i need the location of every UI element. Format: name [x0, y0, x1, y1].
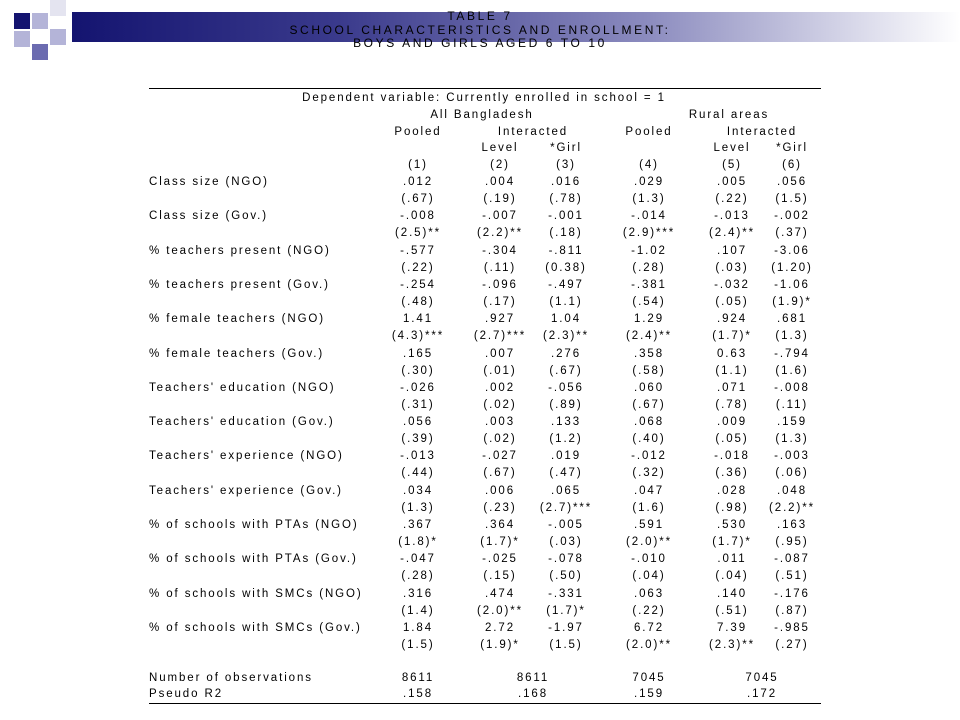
coefficient-value: .591: [634, 519, 664, 531]
coefficient-value: .012: [403, 176, 433, 188]
t-statistic-value: (1.9)*: [480, 638, 520, 651]
group-header-rural-areas: Rural areas: [688, 109, 770, 121]
coefficient-value: -.056: [548, 381, 584, 394]
t-statistic-value: (.44): [401, 467, 435, 480]
observations-value: 8611: [516, 672, 550, 684]
t-statistic-value: (.28): [401, 570, 435, 583]
observations-value: 8611: [401, 672, 435, 684]
coefficient-value: -.985: [774, 621, 810, 634]
coefficient-value: .063: [634, 587, 664, 600]
coefficient-value: .048: [777, 484, 807, 497]
t-statistic-value: (.04): [715, 570, 749, 583]
t-statistic-value: (.47): [549, 467, 583, 480]
row-label: Teachers' experience (NGO): [149, 450, 344, 463]
t-statistic-value: (.58): [632, 364, 666, 377]
t-statistic-value: (.51): [775, 570, 809, 583]
t-statistic-value: (.67): [632, 398, 666, 411]
coefficient-value: .071: [717, 381, 747, 394]
coefficient-value: -.013: [714, 210, 750, 223]
coefficient-value: .060: [634, 381, 664, 394]
t-statistic-value: (.28): [632, 261, 666, 274]
t-statistic-value: (.11): [775, 398, 809, 411]
t-statistic-value: (.15): [483, 570, 517, 583]
column-header-level: Level: [713, 142, 751, 154]
t-statistic-value: (.04): [632, 570, 666, 583]
column-number: (4): [639, 159, 659, 171]
t-statistic-value: (.48): [401, 295, 435, 308]
coefficient-value: -.176: [774, 587, 810, 600]
coefficient-value: -.381: [631, 278, 667, 291]
t-statistic-value: (2.5)**: [395, 227, 441, 240]
t-statistic-value: (1.6): [632, 501, 666, 514]
t-statistic-value: (.51): [715, 604, 749, 617]
coefficient-value: 2.72: [485, 621, 515, 634]
coefficient-value: -.027: [482, 450, 518, 463]
t-statistic-value: (.18): [549, 227, 583, 240]
table-top-rule: [149, 88, 821, 89]
coefficient-value: .133: [551, 416, 581, 429]
t-statistic-value: (1.3): [775, 433, 809, 446]
column-header-girl: *Girl: [550, 142, 582, 154]
t-statistic-value: (2.0)**: [626, 638, 672, 651]
t-statistic-value: (1.1): [715, 364, 749, 377]
t-statistic-value: (1.5): [775, 193, 809, 205]
column-number: (6): [782, 159, 802, 171]
coefficient-value: 1.84: [403, 621, 433, 634]
t-statistic-value: (1.7)*: [712, 536, 752, 548]
observations-value: 7045: [745, 672, 779, 684]
coefficient-value: -.331: [548, 587, 584, 600]
t-statistic-value: (.31): [401, 398, 435, 411]
t-statistic-value: (.95): [775, 536, 809, 548]
row-label: Teachers' education (NGO): [149, 381, 336, 394]
t-statistic-value: (.54): [632, 295, 666, 308]
coefficient-value: -.254: [400, 278, 436, 291]
t-statistic-value: (.87): [775, 604, 809, 617]
t-statistic-value: (.03): [549, 536, 583, 548]
coefficient-value: .163: [777, 519, 807, 531]
t-statistic-value: (2.0)**: [626, 536, 672, 548]
coefficient-value: -.096: [482, 278, 518, 291]
coefficient-value: -.025: [482, 553, 518, 566]
t-statistic-value: (.37): [775, 227, 809, 240]
t-statistic-value: (.30): [401, 364, 435, 377]
t-statistic-value: (1.3): [775, 330, 809, 343]
coefficient-value: .681: [777, 313, 807, 326]
coefficient-value: -.008: [400, 210, 436, 223]
t-statistic-value: (1.1): [549, 295, 583, 308]
t-statistic-value: (0.38): [545, 261, 587, 274]
row-label: % of schools with SMCs (NGO): [149, 587, 363, 600]
coefficient-value: .028: [717, 484, 747, 497]
row-label: Teachers' experience (Gov.): [149, 484, 343, 497]
t-statistic-value: (.01): [483, 364, 517, 377]
coefficient-value: .006: [485, 484, 515, 497]
column-header-pooled: Pooled: [394, 126, 442, 138]
column-number: (1): [408, 159, 428, 171]
t-statistic-value: (1.5): [549, 638, 583, 651]
t-statistic-value: (.17): [483, 295, 517, 308]
coefficient-value: -.026: [400, 381, 436, 394]
t-statistic-value: (.78): [549, 193, 583, 205]
observations-value: 7045: [632, 672, 666, 684]
coefficient-value: -.087: [774, 553, 810, 566]
coefficient-value: -1.97: [548, 621, 584, 634]
t-statistic-value: (1.7)*: [712, 330, 752, 343]
row-label: % of schools with PTAs (NGO): [149, 519, 359, 531]
coefficient-value: .005: [717, 176, 747, 188]
coefficient-value: .029: [634, 176, 664, 188]
coefficient-value: .007: [485, 347, 515, 360]
t-statistic-value: (.22): [401, 261, 435, 274]
t-statistic-value: (.05): [715, 433, 749, 446]
t-statistic-value: (1.3): [401, 501, 435, 514]
t-statistic-value: (.05): [715, 295, 749, 308]
footer-label-observations: Number of observations: [149, 672, 313, 684]
t-statistic-value: (.67): [401, 193, 435, 205]
coefficient-value: -.010: [631, 553, 667, 566]
coefficient-value: .047: [634, 484, 664, 497]
t-statistic-value: (.36): [715, 467, 749, 480]
t-statistic-value: (1.7)*: [480, 536, 520, 548]
coefficient-value: -.014: [631, 210, 667, 223]
coefficient-value: -3.06: [774, 244, 810, 257]
coefficient-value: 0.63: [717, 347, 747, 360]
coefficient-value: .016: [551, 176, 581, 188]
t-statistic-value: (.27): [775, 638, 809, 651]
coefficient-value: .927: [485, 313, 515, 326]
row-label: % teachers present (Gov.): [149, 278, 330, 291]
row-label: % teachers present (NGO): [149, 244, 331, 257]
t-statistic-value: (.22): [632, 604, 666, 617]
t-statistic-value: (2.3)**: [543, 330, 589, 343]
coefficient-value: -.001: [548, 210, 584, 223]
t-statistic-value: (1.2): [549, 433, 583, 446]
t-statistic-value: (.89): [549, 398, 583, 411]
t-statistic-value: (2.9)***: [622, 227, 676, 240]
t-statistic-value: (.02): [483, 398, 517, 411]
coefficient-value: .107: [717, 244, 747, 257]
coefficient-value: .924: [717, 313, 747, 326]
t-statistic-value: (2.3)**: [709, 638, 755, 651]
coefficient-value: .034: [403, 484, 433, 497]
t-statistic-value: (2.2)**: [477, 227, 523, 240]
t-statistic-value: (1.20): [771, 261, 813, 274]
t-statistic-value: (.32): [632, 467, 666, 480]
t-statistic-value: (.19): [483, 193, 517, 205]
coefficient-value: .011: [717, 553, 747, 566]
coefficient-value: .056: [777, 176, 807, 188]
coefficient-value: .056: [403, 416, 433, 429]
table-title: SCHOOL CHARACTERISTICS AND ENROLLMENT:: [289, 23, 671, 37]
t-statistic-value: (.02): [483, 433, 517, 446]
coefficient-value: .019: [551, 450, 581, 463]
column-number: (3): [556, 159, 576, 171]
row-label: Class size (NGO): [149, 176, 269, 188]
column-number: (2): [490, 159, 510, 171]
table-bottom-rule: [149, 703, 821, 704]
dependent-variable-caption: Dependent variable: Currently enrolled in school = 1: [302, 92, 666, 104]
t-statistic-value: (1.6): [775, 364, 809, 377]
row-label: Class size (Gov.): [149, 210, 268, 223]
coefficient-value: .530: [717, 519, 747, 531]
coefficient-value: -.003: [774, 450, 810, 463]
column-header-level: Level: [481, 142, 519, 154]
coefficient-value: .140: [717, 587, 747, 600]
table-subtitle: BOYS AND GIRLS AGED 6 TO 10: [353, 36, 607, 50]
coefficient-value: -.007: [482, 210, 518, 223]
t-statistic-value: (1.3): [632, 193, 666, 205]
coefficient-value: .364: [485, 519, 515, 531]
row-label: % female teachers (Gov.): [149, 347, 325, 360]
t-statistic-value: (.50): [549, 570, 583, 583]
footer-label-pseudo-r2: Pseudo R2: [149, 688, 223, 700]
t-statistic-value: (.23): [483, 501, 517, 514]
coefficient-value: 1.29: [634, 313, 664, 326]
t-statistic-value: (4.3)***: [391, 330, 445, 343]
t-statistic-value: (2.0)**: [477, 604, 523, 617]
t-statistic-value: (2.4)**: [709, 227, 755, 240]
t-statistic-value: (1.5): [401, 638, 435, 651]
coefficient-value: -.078: [548, 553, 584, 566]
coefficient-value: .009: [717, 416, 747, 429]
t-statistic-value: (.67): [483, 467, 517, 480]
coefficient-value: .316: [403, 587, 433, 600]
row-label: % female teachers (NGO): [149, 313, 325, 326]
table-number: TABLE 7: [447, 9, 513, 23]
t-statistic-value: (2.2)**: [769, 501, 815, 514]
t-statistic-value: (.67): [549, 364, 583, 377]
t-statistic-value: (1.9)*: [772, 295, 812, 308]
coefficient-value: -.002: [774, 210, 810, 223]
coefficient-value: .474: [485, 587, 515, 600]
coefficient-value: .276: [551, 347, 581, 360]
coefficient-value: -.012: [631, 450, 667, 463]
coefficient-value: -.013: [400, 450, 436, 463]
coefficient-value: -.005: [548, 519, 584, 531]
coefficient-value: .068: [634, 416, 664, 429]
t-statistic-value: (1.7)*: [546, 604, 586, 617]
coefficient-value: -1.06: [774, 278, 810, 291]
column-header-girl: *Girl: [776, 142, 808, 154]
t-statistic-value: (.11): [483, 261, 517, 274]
t-statistic-value: (.06): [775, 467, 809, 480]
t-statistic-value: (.98): [715, 501, 749, 514]
coefficient-value: -.497: [548, 278, 584, 291]
group-header-all-bangladesh: All Bangladesh: [430, 109, 534, 121]
column-number: (5): [722, 159, 742, 171]
pseudo-r2-value: .158: [403, 688, 433, 700]
t-statistic-value: (.03): [715, 261, 749, 274]
row-label: % of schools with SMCs (Gov.): [149, 621, 362, 634]
t-statistic-value: (.78): [715, 398, 749, 411]
coefficient-value: .358: [634, 347, 664, 360]
coefficient-value: .065: [551, 484, 581, 497]
row-label: % of schools with PTAs (Gov.): [149, 553, 358, 566]
coefficient-value: .367: [403, 519, 433, 531]
t-statistic-value: (.40): [632, 433, 666, 446]
coefficient-value: -.018: [714, 450, 750, 463]
coefficient-value: -.008: [774, 381, 810, 394]
coefficient-value: -.794: [774, 347, 810, 360]
coefficient-value: -.304: [482, 244, 518, 257]
pseudo-r2-value: .168: [518, 688, 548, 700]
t-statistic-value: (2.7)***: [539, 501, 593, 514]
coefficient-value: .159: [777, 416, 807, 429]
t-statistic-value: (2.7)***: [473, 330, 527, 343]
coefficient-value: 1.04: [551, 313, 581, 326]
column-header-interacted: Interacted: [726, 126, 798, 138]
column-header-interacted: Interacted: [497, 126, 569, 138]
t-statistic-value: (1.8)*: [398, 536, 438, 548]
column-header-pooled: Pooled: [625, 126, 673, 138]
coefficient-value: -.577: [400, 244, 436, 257]
coefficient-value: -.811: [548, 244, 584, 257]
coefficient-value: -.047: [400, 553, 436, 566]
coefficient-value: 7.39: [717, 621, 747, 634]
coefficient-value: .002: [485, 381, 515, 394]
coefficient-value: -.032: [714, 278, 750, 291]
coefficient-value: 1.41: [403, 313, 433, 326]
coefficient-value: .003: [485, 416, 515, 429]
t-statistic-value: (2.4)**: [626, 330, 672, 343]
coefficient-value: 6.72: [634, 621, 664, 634]
pseudo-r2-value: .172: [747, 688, 777, 700]
t-statistic-value: (1.4): [401, 604, 435, 617]
t-statistic-value: (.22): [715, 193, 749, 205]
coefficient-value: -1.02: [631, 244, 667, 257]
pseudo-r2-value: .159: [634, 688, 664, 700]
row-label: Teachers' education (Gov.): [149, 416, 335, 429]
coefficient-value: .004: [485, 176, 515, 188]
coefficient-value: .165: [403, 347, 433, 360]
t-statistic-value: (.39): [401, 433, 435, 446]
